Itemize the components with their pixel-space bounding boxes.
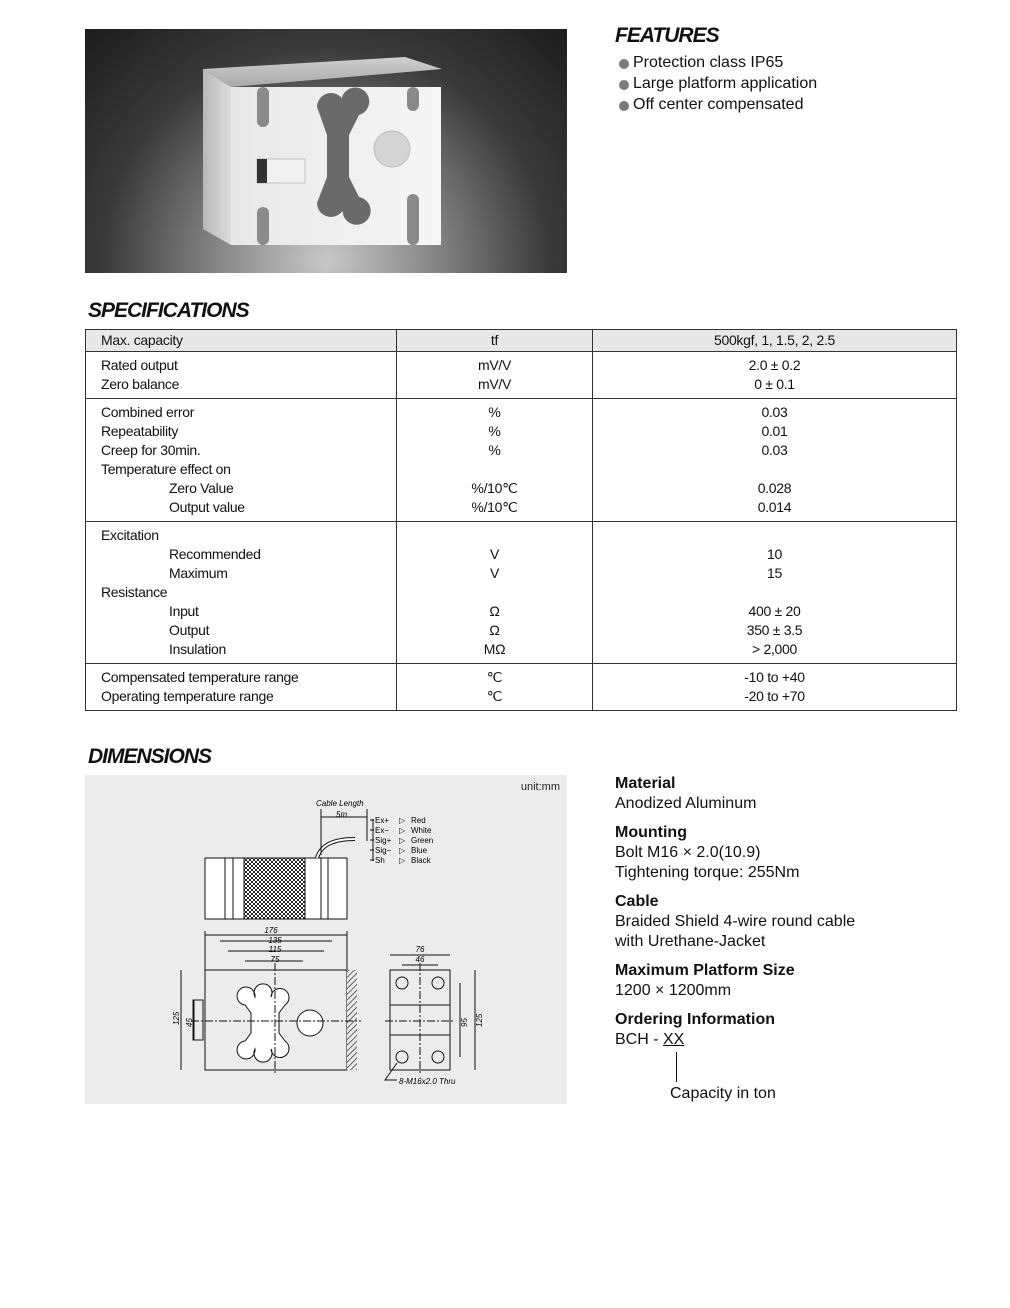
platform-label: Maximum Platform Size	[615, 962, 795, 979]
platform-block	[615, 961, 955, 1001]
spec-name: Operating temperature range	[101, 688, 274, 704]
spec-name: Resistance	[101, 584, 168, 600]
spec-value: > 2,000	[752, 641, 797, 657]
spec-unit: mV/V	[477, 376, 512, 392]
wire-color-list	[370, 816, 433, 865]
ordering-placeholder: XX	[663, 1031, 685, 1048]
ordering-label: Ordering Information	[615, 1011, 775, 1028]
material-value: Anodized Aluminum	[615, 795, 757, 812]
spec-value: 0.01	[761, 423, 788, 439]
spec-value: 0 ± 0.1	[754, 376, 795, 392]
spec-value	[593, 526, 956, 545]
wire-signal: Ex−	[375, 826, 390, 835]
spec-name: Output value	[169, 499, 245, 515]
wire-item	[370, 816, 426, 825]
wire-item	[370, 836, 433, 845]
specifications-heading: SPECIFICATIONS	[88, 299, 249, 322]
spec-group	[86, 522, 957, 664]
product-info	[615, 774, 955, 1102]
dim-label: 95	[460, 1018, 469, 1027]
feature-item: Protection class IP65	[618, 52, 817, 73]
wire-item	[370, 826, 432, 835]
spec-name: Repeatability	[101, 423, 179, 439]
spec-name: Recommended	[169, 546, 261, 562]
wire-signal: Sh	[375, 856, 385, 865]
bullet-icon	[619, 101, 629, 111]
spec-value: 400 ± 20	[748, 603, 801, 619]
ordering-code	[615, 1030, 955, 1102]
spec-value	[593, 583, 956, 602]
spec-name: Temperature effect on	[101, 461, 231, 477]
spec-name: Rated output	[101, 357, 178, 373]
spec-name: Excitation	[101, 527, 159, 543]
features-heading: FEATURES	[615, 24, 719, 47]
spec-name: Zero balance	[101, 376, 180, 392]
wire-color: Red	[411, 816, 426, 825]
unit-label: unit:mm	[520, 781, 560, 793]
spec-name: Insulation	[169, 641, 226, 657]
arrow-icon: ▷	[399, 826, 406, 835]
mounting-bolt: Bolt M16 × 2.0(10.9)	[615, 844, 761, 861]
spec-unit: %/10℃	[471, 499, 518, 515]
cable-line1: Braided Shield 4-wire round cable	[615, 913, 856, 930]
product-photo	[85, 29, 567, 273]
platform-value: 1200 × 1200mm	[615, 982, 732, 999]
spec-name: Zero Value	[169, 480, 234, 496]
arrow-icon: ▷	[399, 816, 406, 825]
spec-value: 10	[767, 546, 782, 562]
bullet-icon	[619, 59, 629, 69]
spec-unit: tf	[490, 332, 499, 348]
spec-unit	[397, 460, 592, 479]
wire-color: White	[411, 826, 432, 835]
cable-label: Cable	[615, 893, 659, 910]
material-label: Material	[615, 775, 676, 792]
wire-color: Black	[411, 856, 431, 865]
spec-unit: MΩ	[483, 641, 506, 657]
cable-length-label: Cable Length	[316, 799, 364, 808]
dim-label: 125	[172, 1011, 181, 1025]
dimensions-heading: DIMENSIONS	[88, 745, 212, 768]
arrow-icon: ▷	[399, 856, 406, 865]
ordering-note: Capacity in ton	[670, 1085, 776, 1102]
wire-item	[370, 846, 428, 855]
dim-label: 135	[268, 936, 282, 945]
spec-unit	[397, 526, 592, 545]
ordering-block	[615, 1010, 955, 1102]
dim-label: 115	[268, 945, 282, 954]
dim-label: 125	[475, 1013, 484, 1027]
spec-unit: V	[489, 546, 500, 562]
mounting-label: Mounting	[615, 824, 687, 841]
wire-signal: Ex+	[375, 816, 390, 825]
specifications-table	[85, 329, 957, 711]
spec-unit	[397, 583, 592, 602]
dim-label: 46	[415, 955, 425, 964]
cable-length-value: 5m	[336, 810, 348, 819]
table-header-row	[86, 330, 957, 352]
features-list	[618, 52, 817, 115]
wire-color: Blue	[411, 846, 428, 855]
thread-note: 8-M16x2.0 Thru	[399, 1077, 456, 1086]
spec-value: 0.03	[761, 404, 788, 420]
spec-value: -20 to +70	[744, 688, 805, 704]
spec-unit: %	[488, 404, 501, 420]
callout-line	[676, 1052, 677, 1082]
dim-label: 45	[185, 1018, 194, 1027]
spec-name: Compensated temperature range	[101, 669, 299, 685]
technical-drawing	[85, 775, 567, 1104]
dim-label: 75	[270, 955, 280, 964]
dim-label: 176	[264, 926, 278, 935]
spec-group	[86, 664, 957, 711]
wire-signal: Sig+	[375, 836, 392, 845]
dim-label: 76	[415, 945, 425, 954]
mounting-torque: Tightening torque: 255Nm	[615, 864, 800, 881]
spec-value: 0.028	[757, 480, 792, 496]
arrow-icon: ▷	[399, 836, 406, 845]
bullet-icon	[619, 80, 629, 90]
arrow-icon: ▷	[399, 846, 406, 855]
spec-name: Creep for 30min.	[101, 442, 201, 458]
spec-group	[86, 399, 957, 522]
spec-value: 15	[767, 565, 782, 581]
wire-item	[370, 856, 432, 865]
spec-unit: ℃	[486, 669, 503, 685]
spec-unit: %	[488, 442, 501, 458]
spec-name: Maximum	[169, 565, 228, 581]
spec-unit: mV/V	[477, 357, 512, 373]
spec-unit: Ω	[489, 603, 500, 619]
spec-value: -10 to +40	[744, 669, 805, 685]
spec-group	[86, 352, 957, 399]
spec-value	[593, 460, 956, 479]
feature-item: Large platform application	[618, 73, 817, 94]
top-view	[205, 809, 373, 919]
spec-unit: %/10℃	[471, 480, 518, 496]
cable-block	[615, 892, 955, 952]
spec-value: 350 ± 3.5	[746, 622, 803, 638]
mounting-block	[615, 823, 955, 883]
spec-name: Output	[169, 622, 210, 638]
side-view	[385, 955, 475, 1080]
wire-color: Green	[411, 836, 434, 845]
load-cell-illustration	[85, 29, 567, 273]
cable-line2: with Urethane-Jacket	[615, 933, 766, 950]
ordering-prefix: BCH -	[615, 1031, 663, 1048]
spec-value: 500kgf, 1, 1.5, 2, 2.5	[713, 332, 836, 348]
spec-name: Max. capacity	[101, 332, 183, 348]
feature-item: Off center compensated	[618, 94, 817, 115]
spec-name: Input	[169, 603, 199, 619]
spec-unit: V	[489, 565, 500, 581]
wire-signal: Sig−	[375, 846, 392, 855]
dimension-drawing	[85, 775, 567, 1104]
spec-value: 2.0 ± 0.2	[748, 357, 801, 373]
spec-unit: %	[488, 423, 501, 439]
spec-unit: Ω	[489, 622, 500, 638]
spec-value: 0.03	[761, 442, 788, 458]
spec-name: Combined error	[101, 404, 195, 420]
spec-unit: ℃	[486, 688, 503, 704]
spec-value: 0.014	[757, 499, 792, 515]
material-block	[615, 774, 955, 814]
